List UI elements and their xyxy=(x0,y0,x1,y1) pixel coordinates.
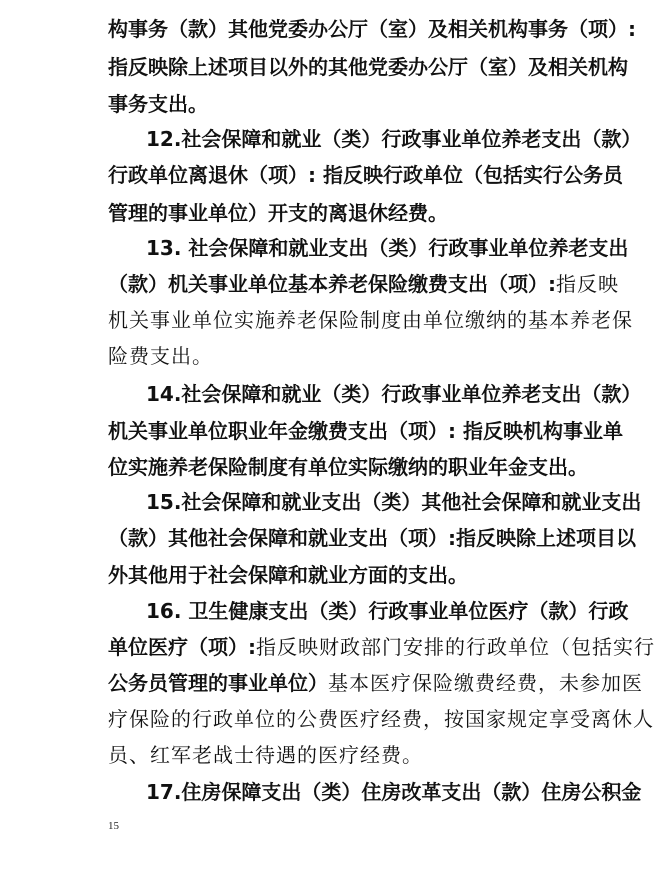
text-line: 指反映除上述项目以外的其他党委办公厅（室）及相关机构 xyxy=(108,55,628,79)
text-line: 险费支出。 xyxy=(108,344,213,368)
page-number: 15 xyxy=(108,820,119,832)
text-line: 外其他用于社会保障和就业方面的支出。 xyxy=(108,563,468,587)
text-line: 疗保险的行政单位的公费医疗经费，按国家规定享受离休人 xyxy=(108,707,654,731)
item-15-heading: 15.社会保障和就业支出（类）其他社会保障和就业支出 xyxy=(146,490,642,514)
text-line xyxy=(108,629,655,665)
item-12-heading: 12.社会保障和就业（类）行政事业单位养老支出（款） xyxy=(146,127,642,151)
item-16-heading: 16. 卫生健康支出（类）行政事业单位医疗（款）行政 xyxy=(146,599,629,623)
text-run-bold: 单位医疗（项）: xyxy=(108,635,256,659)
text-line: 管理的事业单位）开支的离退休经费。 xyxy=(108,201,448,225)
text-run-bold: 公务员管理的事业单位） xyxy=(108,671,328,695)
text-line: 机关事业单位职业年金缴费支出（项）: 指反映机构事业单 xyxy=(108,419,623,443)
text-line xyxy=(108,266,619,302)
item-13-heading: 13. 社会保障和就业支出（类）行政事业单位养老支出 xyxy=(146,236,629,260)
text-line: 行政单位离退休（项）: 指反映行政单位（包括实行公务员 xyxy=(108,163,623,187)
item-17-heading: 17.住房保障支出（类）住房改革支出（款）住房公积金 xyxy=(146,780,642,804)
text-run-serif: 指反映 xyxy=(556,272,619,296)
text-line: 机关事业单位实施养老保险制度由单位缴纳的基本养老保 xyxy=(108,308,633,332)
text-line xyxy=(108,665,643,701)
text-run-serif: 指反映财政部门安排的行政单位（包括实行 xyxy=(256,635,655,659)
text-line: 构事务（款）其他党委办公厅（室）及相关机构事务（项）: xyxy=(108,17,636,41)
text-line: 员、红军老战士待遇的医疗经费。 xyxy=(108,743,423,767)
text-line: （款）其他社会保障和就业支出（项）:指反映除上述项目以 xyxy=(108,526,636,550)
text-line: 事务支出。 xyxy=(108,92,208,116)
item-14-heading: 14.社会保障和就业（类）行政事业单位养老支出（款） xyxy=(146,382,642,406)
text-run-bold: （款）机关事业单位基本养老保险缴费支出（项）: xyxy=(108,272,556,296)
text-run-serif: 基本医疗保险缴费经费，未参加医 xyxy=(328,671,643,695)
text-line: 位实施养老保险制度有单位实际缴纳的职业年金支出。 xyxy=(108,455,588,479)
